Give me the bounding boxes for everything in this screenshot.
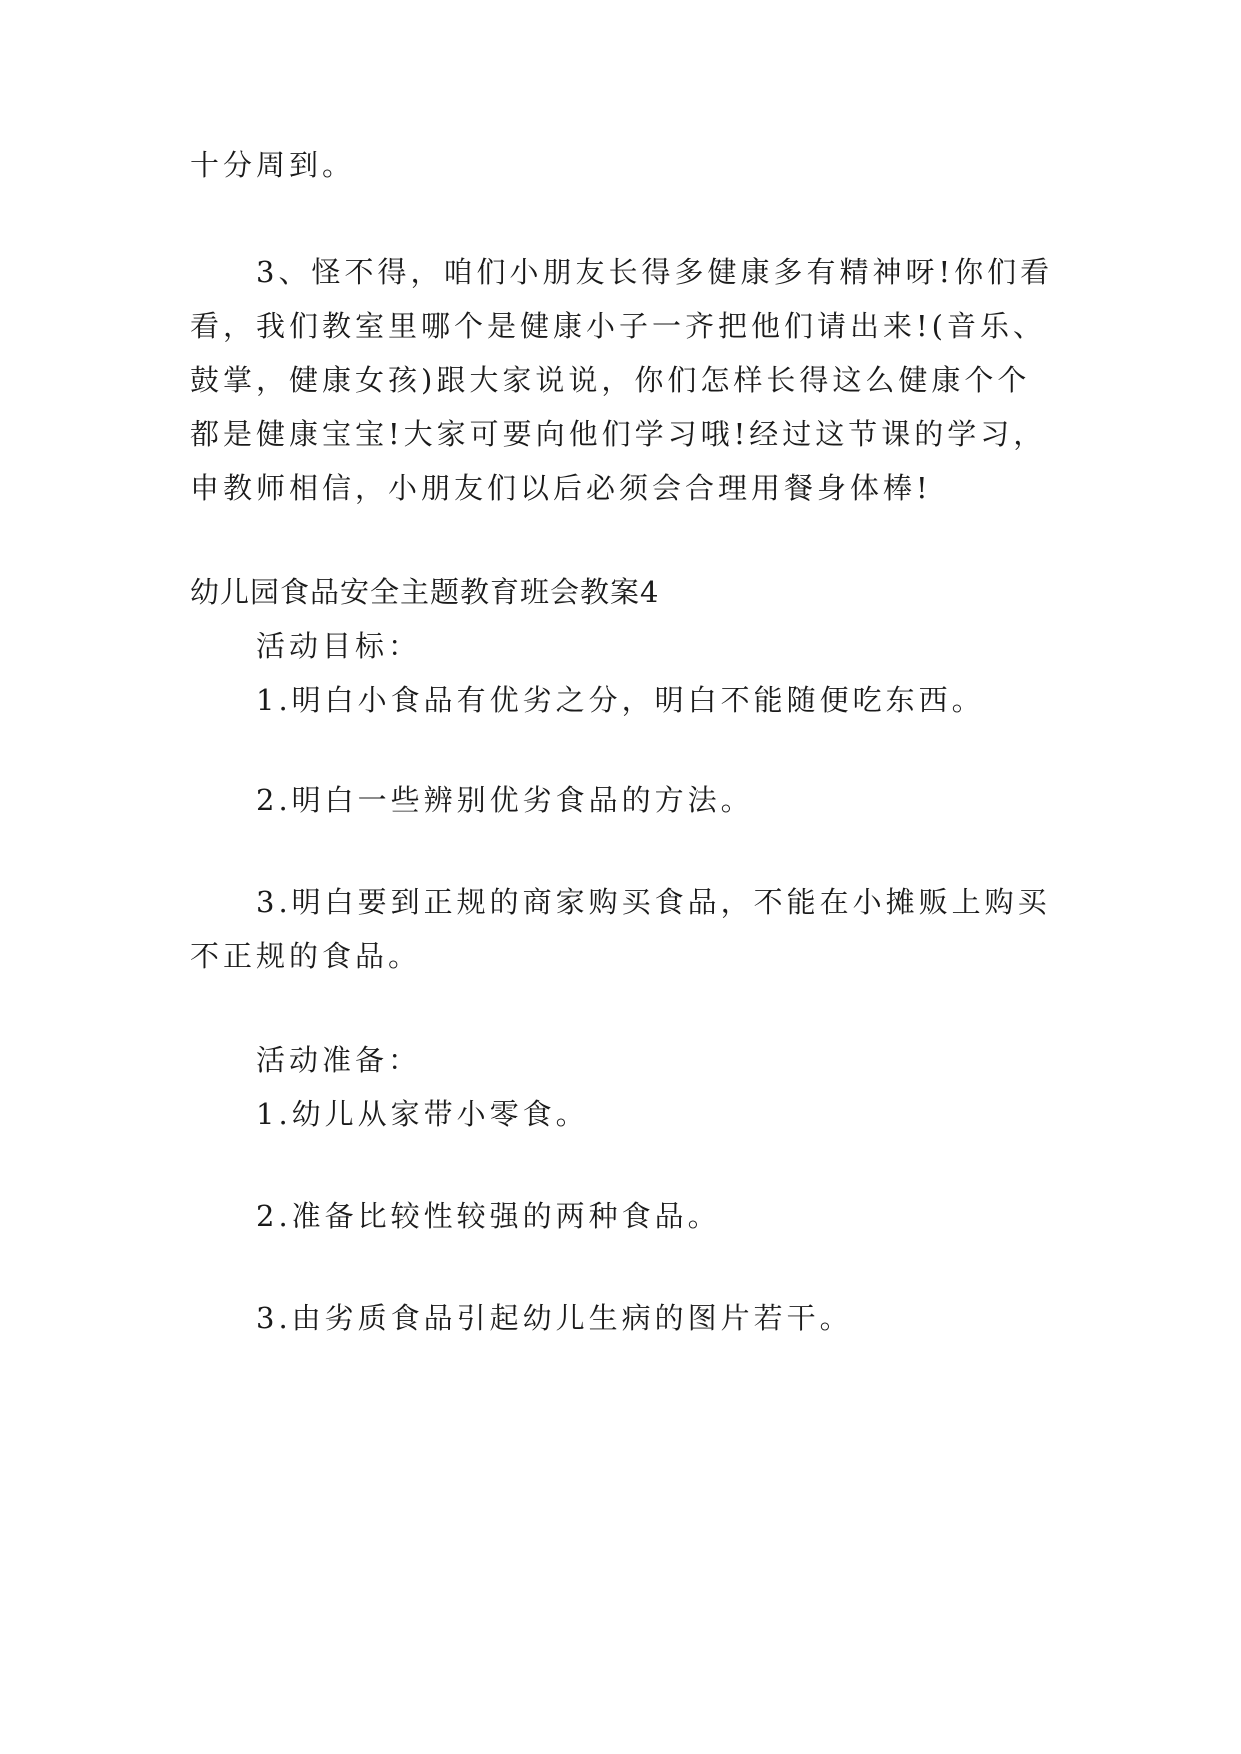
goal-item: 1.明白小食品有优劣之分，明白不能随便吃东西。 [256,683,985,717]
goal-item: 2.明白一些辨别优劣食品的方法。 [256,783,754,817]
paragraph-line: 都是健康宝宝!大家可要向他们学习哦!经过这节课的学习， [190,417,1047,451]
prep-item: 3.由劣质食品引起幼儿生病的图片若干。 [256,1301,853,1335]
paragraph-line: 看，我们教室里哪个是健康小子一齐把他们请出来!(音乐、 [190,309,1046,343]
section-title: 幼儿园食品安全主题教育班会教案4 [190,575,660,609]
paragraph-line: 申教师相信，小朋友们以后必须会合理用餐身体棒! [190,471,932,505]
paragraph-line: 鼓掌，健康女孩)跟大家说说，你们怎样长得这么健康个个 [190,363,1031,397]
prep-item: 1.幼儿从家带小零食。 [256,1097,589,1131]
goals-heading: 活动目标： [256,629,422,663]
continuation-text: 十分周到。 [190,148,356,182]
prep-heading: 活动准备： [256,1043,422,1077]
prep-item: 2.准备比较性较强的两种食品。 [256,1199,721,1233]
goal-item: 3.明白要到正规的商家购买食品，不能在小摊贩上购买 [256,885,1051,919]
goal-item-continuation: 不正规的食品。 [190,939,422,973]
paragraph-line: 3、怪不得，咱们小朋友长得多健康多有精神呀!你们看 [256,255,1054,289]
